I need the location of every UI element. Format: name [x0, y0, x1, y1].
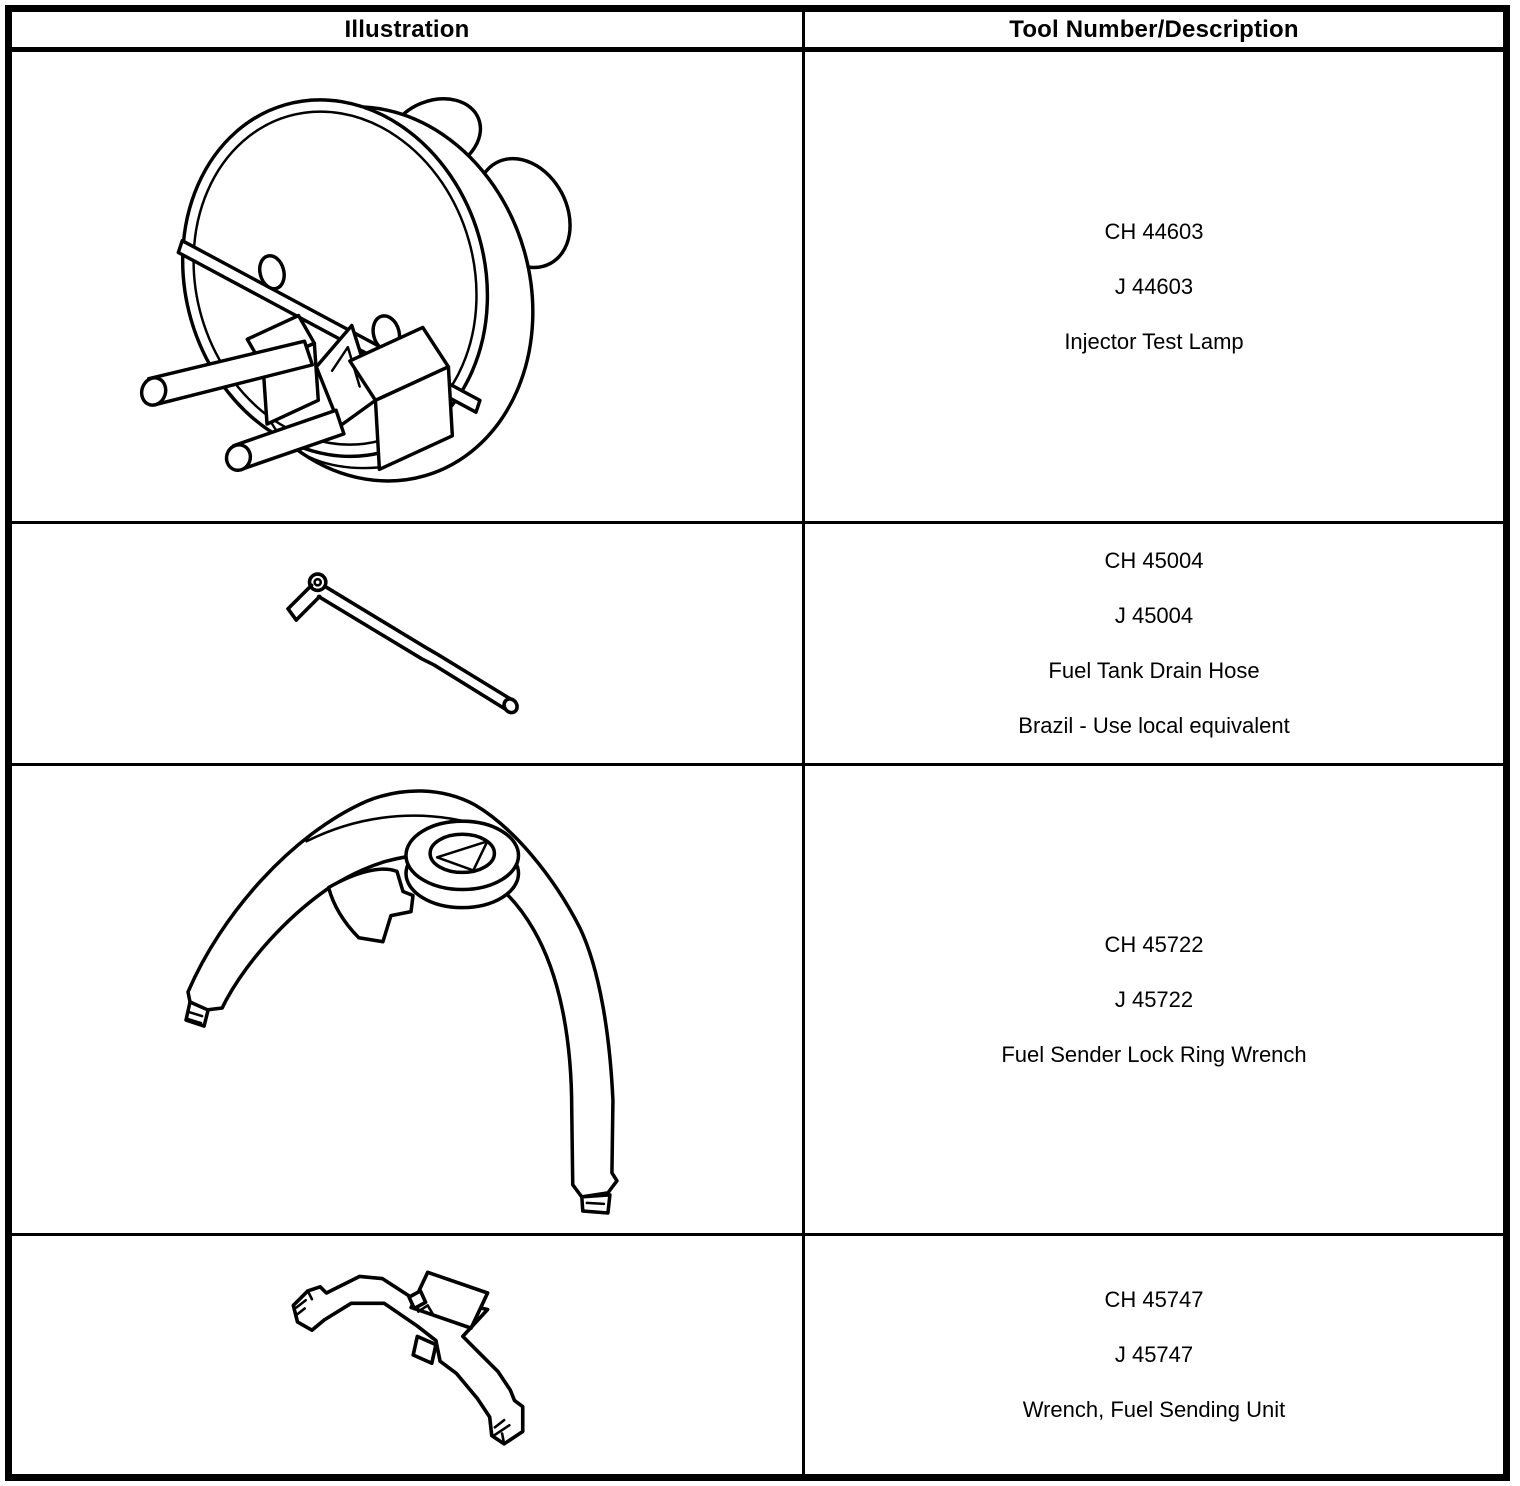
- tool-description-line: Fuel Tank Drain Hose: [1048, 658, 1260, 683]
- tool-number-line: CH 45004: [1104, 548, 1204, 573]
- tool-note-line: Brazil - Use local equivalent: [1018, 713, 1290, 738]
- tool-number-line: J 45747: [1114, 1342, 1194, 1367]
- illustration-cell-injector-test-lamp: [12, 52, 805, 524]
- tool-number-line: CH 45747: [1104, 1287, 1204, 1312]
- tool-number-line: J 45722: [1114, 986, 1194, 1012]
- col-header-tool-number-description: [805, 12, 1503, 52]
- tool-number-line: CH 44603: [1104, 218, 1204, 244]
- col-header-illustration: [12, 12, 805, 52]
- fuel-sending-unit-wrench-illustration: [278, 1262, 536, 1448]
- tool-number-line: J 44603: [1114, 273, 1194, 299]
- description-cell-fuel-tank-drain-hose: [805, 524, 1503, 766]
- description-cell-fuel-sender-lock-ring-wrench: [805, 766, 1503, 1236]
- description-cell-injector-test-lamp: [805, 52, 1503, 524]
- illustration-cell-fuel-sending-unit-wrench: [12, 1236, 805, 1474]
- col-header-tool-label: Tool Number/Description: [1009, 15, 1299, 43]
- special-tools-table: [5, 5, 1510, 1481]
- tool-number-line: CH 45722: [1104, 931, 1204, 957]
- tool-number-line: J 45004: [1114, 603, 1194, 628]
- injector-test-lamp-illustration: [131, 75, 683, 499]
- fuel-tank-drain-hose-illustration: [285, 566, 530, 721]
- tool-description-line: Fuel Sender Lock Ring Wrench: [1001, 1041, 1307, 1067]
- description-cell-fuel-sending-unit-wrench: [805, 1236, 1503, 1474]
- tool-description-line: Wrench, Fuel Sending Unit: [1022, 1397, 1286, 1422]
- illustration-cell-fuel-sender-lock-ring-wrench: [12, 766, 805, 1236]
- illustration-cell-fuel-tank-drain-hose: [12, 524, 805, 766]
- fuel-sender-lock-ring-wrench-illustration: [162, 779, 652, 1221]
- col-header-illustration-label: Illustration: [344, 15, 470, 43]
- tool-description-line: Injector Test Lamp: [1064, 328, 1244, 354]
